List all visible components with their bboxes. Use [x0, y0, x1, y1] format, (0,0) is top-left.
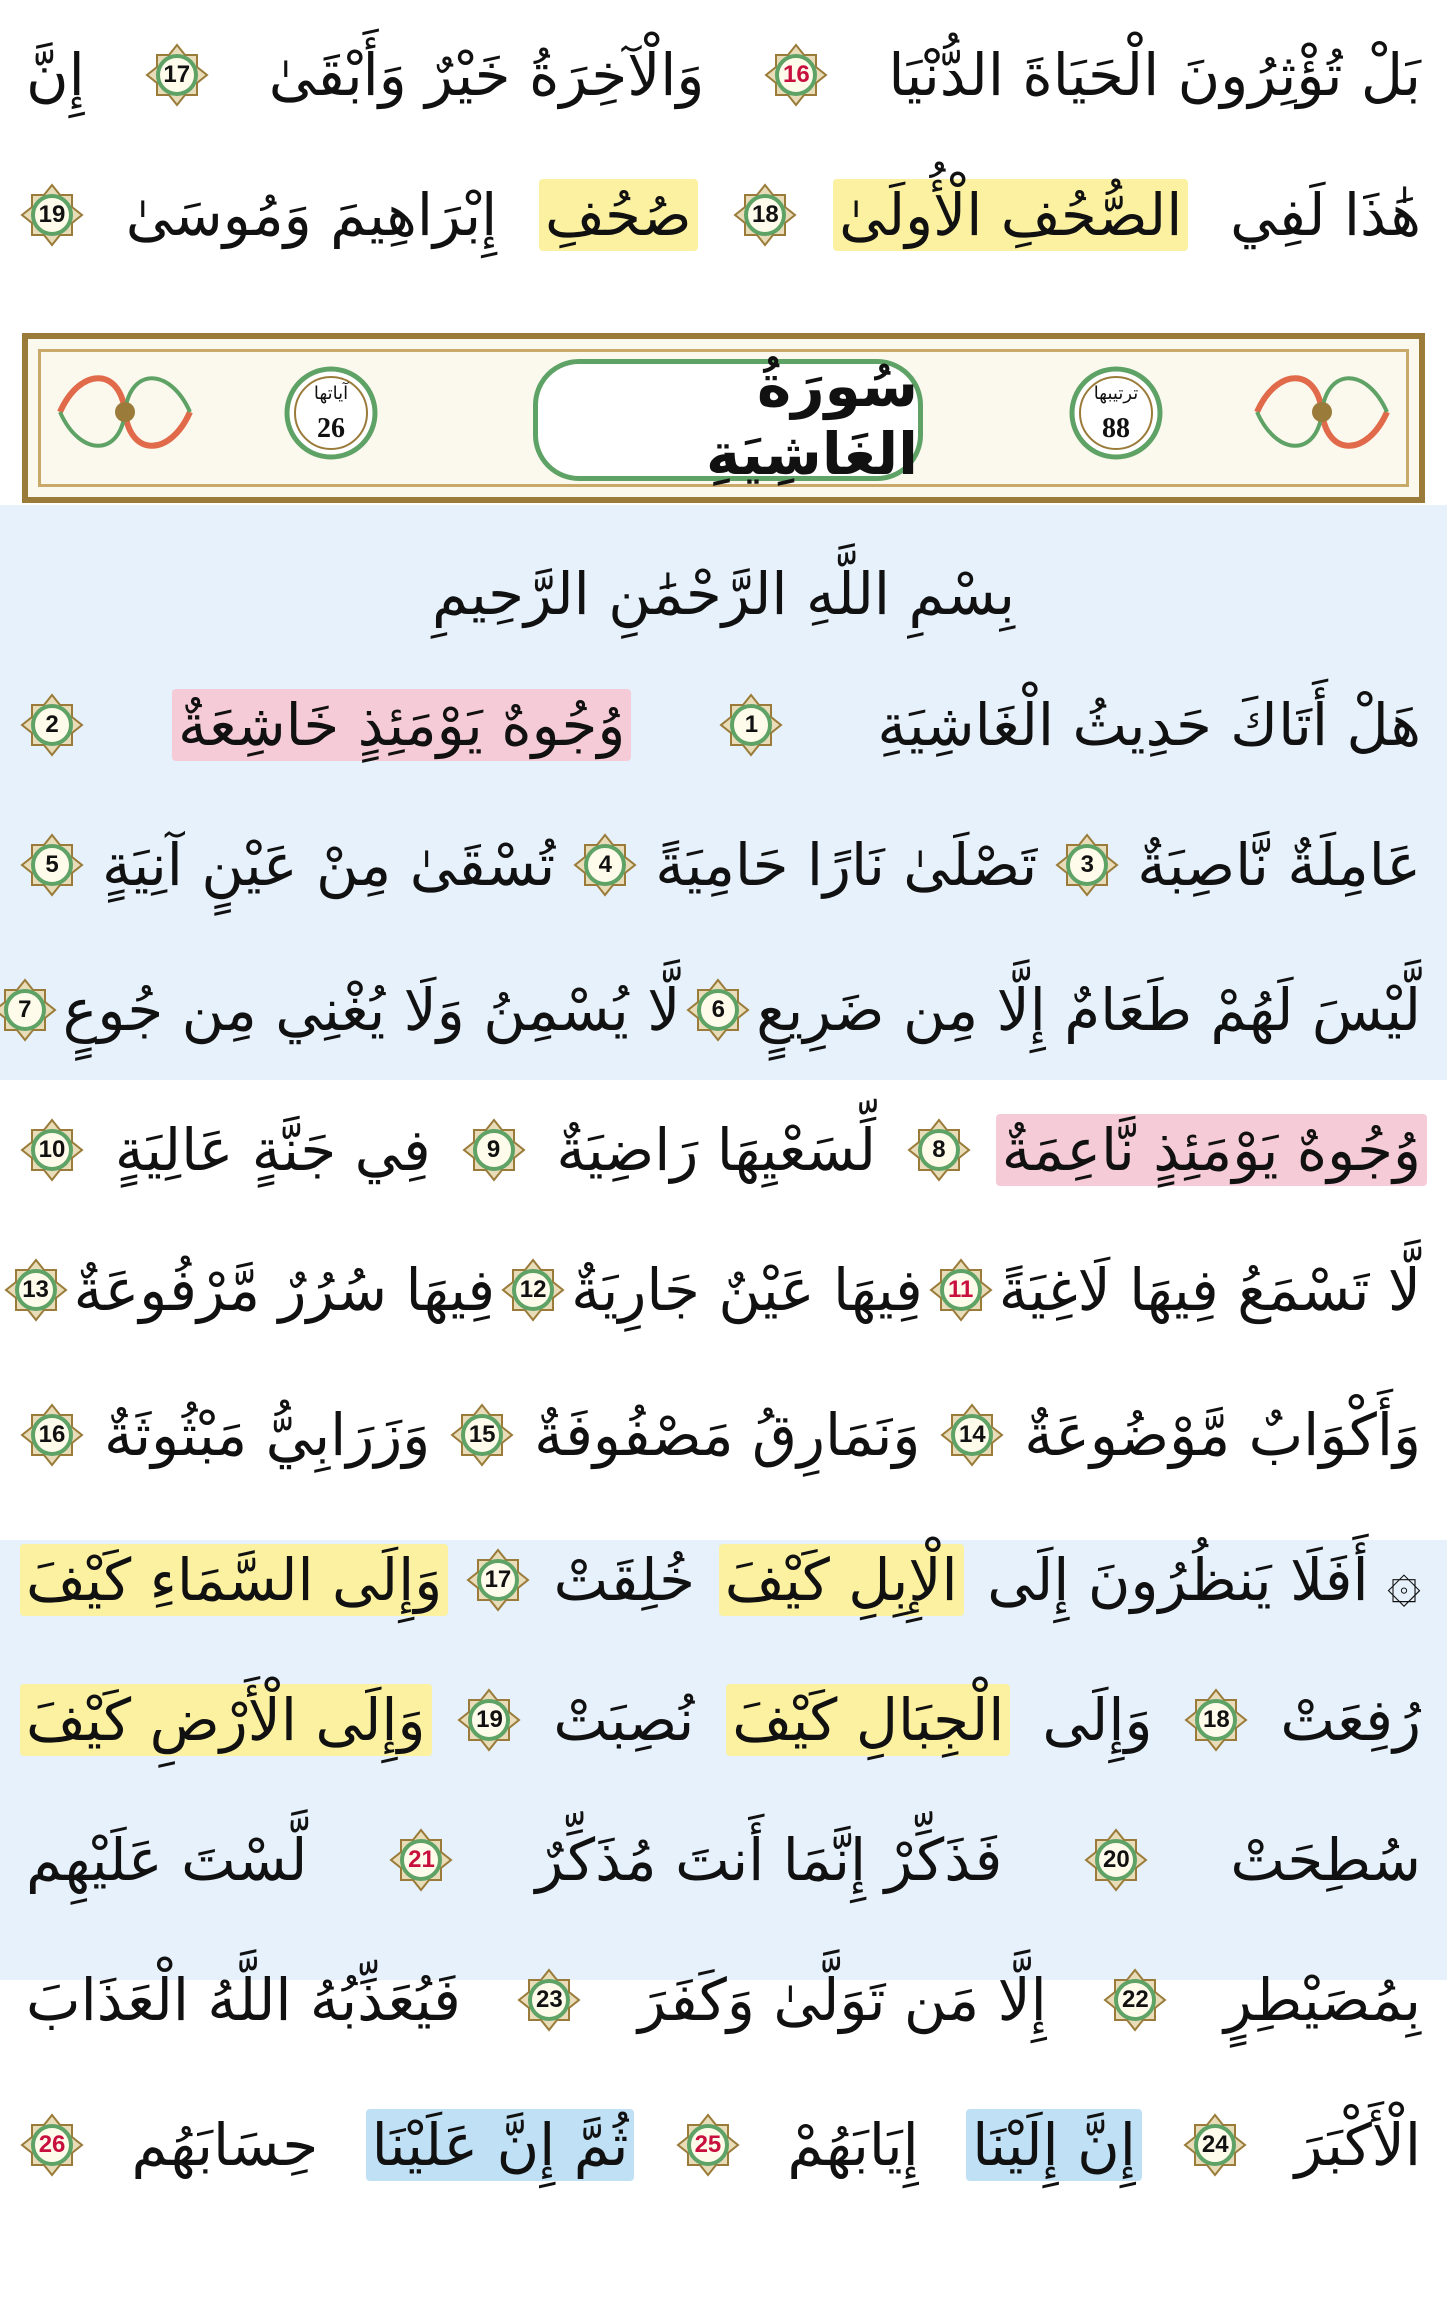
order-value: 88	[1102, 413, 1130, 444]
verse-text: لِّسَعْيِهَا رَاضِيَةٌ	[556, 1115, 877, 1184]
verse-text: وَزَرَابِيُّ مَبْثُوثَةٌ	[103, 1400, 431, 1469]
ayah-marker	[20, 1403, 84, 1467]
ayah-marker	[4, 1258, 68, 1322]
text-line	[20, 1225, 1427, 1355]
ayah-marker	[719, 693, 783, 757]
basmala: بِسْمِ اللَّهِ الرَّحْمَٰنِ الرَّحِيمِ	[432, 560, 1015, 628]
ayah-number: 11	[948, 1276, 974, 1303]
verse-text: سُطِحَتْ	[1230, 1825, 1421, 1894]
ayah-marker	[466, 1548, 530, 1612]
verse-text: فَيُعَذِّبُهُ اللَّهُ الْعَذَابَ	[26, 1965, 461, 2034]
surah-title-box	[533, 352, 923, 488]
ayah-marker	[940, 1403, 1004, 1467]
highlighted-phrase: وُجُوهٌ يَوْمَئِذٍ نَّاعِمَةٌ	[996, 1114, 1427, 1187]
ayah-marker	[733, 183, 797, 247]
highlighted-phrase: ثُمَّ إِنَّ عَلَيْنَا	[366, 2109, 635, 2182]
ayah-number: 26	[38, 2131, 66, 2158]
ayah-marker	[457, 1688, 521, 1752]
ayah-number: 19	[476, 1706, 503, 1733]
highlighted-phrase: صُحُفِ	[539, 179, 698, 252]
ayah-number: 23	[536, 1986, 563, 2013]
text-line	[20, 1655, 1427, 1785]
highlighted-phrase: إِنَّ إِلَيْنَا	[966, 2109, 1142, 2182]
ornament-right-icon	[1247, 357, 1397, 467]
ayat-value: 26	[317, 413, 345, 444]
ayah-number: 25	[694, 2131, 722, 2158]
highlighted-phrase: وَإِلَى السَّمَاءِ كَيْفَ	[20, 1544, 448, 1617]
surah-header	[22, 333, 1425, 503]
verse-text: وَإِلَى	[1042, 1685, 1153, 1754]
ayah-marker	[462, 1118, 526, 1182]
verse-text: حِسَابَهُم	[131, 2110, 319, 2179]
order-label: ترتيبها	[1093, 383, 1139, 404]
verse-text: تُسْقَىٰ مِنْ عَيْنٍ آنِيَةٍ	[102, 830, 556, 899]
ayah-marker	[145, 43, 209, 107]
ayah-marker	[1183, 2113, 1247, 2177]
ayah-marker	[907, 1118, 971, 1182]
ayah-marker	[676, 2113, 740, 2177]
verse-text: بَلْ تُؤْثِرُونَ الْحَيَاةَ الدُّنْيَا	[888, 40, 1421, 109]
ayah-number: 19	[38, 201, 66, 228]
verse-text: لَّا تَسْمَعُ فِيهَا لَاغِيَةً	[998, 1255, 1421, 1324]
highlighted-phrase: الصُّحُفِ الْأُولَىٰ	[833, 179, 1188, 252]
text-line	[20, 1085, 1427, 1215]
ayah-marker	[573, 833, 637, 897]
verse-text: فِيهَا عَيْنٌ جَارِيَةٌ	[571, 1255, 923, 1324]
ayah-marker	[517, 1968, 581, 2032]
ayah-marker	[0, 978, 57, 1042]
text-line	[20, 150, 1427, 280]
text-line	[20, 1935, 1427, 2065]
text-line	[20, 1795, 1427, 1925]
ayah-marker	[20, 693, 84, 757]
ayah-number: 14	[958, 1421, 986, 1448]
ayah-number: 15	[468, 1421, 496, 1448]
ayah-marker	[389, 1828, 453, 1892]
ayah-number: 10	[38, 1136, 66, 1163]
ayah-marker	[450, 1403, 514, 1467]
ayah-marker	[501, 1258, 565, 1322]
ayah-marker	[20, 833, 84, 897]
verse-text: وَأَكْوَابٌ مَّوْضُوعَةٌ	[1024, 1400, 1421, 1469]
verse-text: عَامِلَةٌ نَّاصِبَةٌ	[1137, 830, 1421, 899]
verse-text: رُفِعَتْ	[1280, 1685, 1421, 1754]
ayah-number: 20	[1103, 1846, 1130, 1873]
highlighted-phrase: وَإِلَى الْأَرْضِ كَيْفَ	[20, 1684, 432, 1757]
ayah-number: 21	[408, 1846, 435, 1873]
verse-text: إِيَابَهُمْ	[787, 2110, 919, 2179]
highlighted-phrase: الْجِبَالِ كَيْفَ	[726, 1684, 1010, 1757]
ayah-number: 4	[598, 851, 612, 878]
ayah-number: 8	[932, 1136, 946, 1163]
ayat-count-medal	[283, 365, 379, 461]
verse-text: بِمُصَيْطِرٍ	[1223, 1965, 1421, 2034]
verse-text: فِيهَا سُرُرٌ مَّرْفُوعَةٌ	[73, 1255, 496, 1324]
ayah-number: 12	[519, 1276, 547, 1303]
verse-text: فِي جَنَّةٍ عَالِيَةٍ	[114, 1115, 431, 1184]
ayah-number: 17	[484, 1566, 512, 1593]
text-line	[20, 660, 1427, 790]
text-line	[20, 800, 1427, 930]
ayah-number: 2	[45, 711, 59, 738]
ayah-number: 17	[163, 61, 191, 88]
verse-text: نُصِبَتْ	[553, 1685, 695, 1754]
verse-text: فَذَكِّرْ إِنَّمَا أَنتَ مُذَكِّرٌ	[535, 1825, 1003, 1894]
ayah-marker	[1055, 833, 1119, 897]
ornament-left-icon	[50, 357, 200, 467]
ayah-number: 9	[486, 1136, 501, 1163]
ayah-marker	[20, 2113, 84, 2177]
verse-text: إِلَّا مَن تَوَلَّىٰ وَكَفَرَ	[637, 1965, 1047, 2034]
verse-text: وَنَمَارِقُ مَصْفُوفَةٌ	[534, 1400, 921, 1469]
ayah-number: 1	[744, 711, 759, 738]
verse-text: لَّيْسَ لَهُمْ طَعَامٌ إِلَّا مِن ضَرِيعٍ	[756, 975, 1421, 1044]
verse-text: هَلْ أَتَاكَ حَدِيثُ الْغَاشِيَةِ	[877, 690, 1421, 759]
verse-text: تَصْلَىٰ نَارًا حَامِيَةً	[655, 830, 1038, 899]
ayah-number: 18	[752, 201, 779, 228]
ayah-marker	[1184, 1688, 1248, 1752]
verse-text: هَٰذَا لَفِي	[1230, 180, 1421, 249]
text-line	[20, 1370, 1427, 1500]
ayah-number: 3	[1080, 851, 1094, 878]
text-line	[20, 945, 1427, 1075]
highlighted-phrase: الْإِبِلِ كَيْفَ	[719, 1544, 964, 1617]
text-line	[20, 10, 1427, 140]
verse-text: إِنَّ	[26, 40, 85, 109]
ayah-number: 22	[1122, 1986, 1149, 2013]
ayah-number: 13	[22, 1276, 49, 1303]
ayat-label: آياتها	[313, 383, 349, 404]
ayah-number: 6	[711, 996, 725, 1023]
ayah-marker	[764, 43, 828, 107]
ayah-marker	[1084, 1828, 1148, 1892]
verse-text: لَّا يُسْمِنُ وَلَا يُغْنِي مِن جُوعٍ	[62, 975, 681, 1044]
verse-text: لَّسْتَ عَلَيْهِم	[26, 1825, 308, 1894]
verse-text: وَالْآخِرَةُ خَيْرٌ وَأَبْقَىٰ	[268, 40, 705, 109]
verse-text: خُلِقَتْ	[553, 1545, 695, 1614]
ayah-number: 5	[45, 851, 59, 878]
verse-text: ۞ أَفَلَا يَنظُرُونَ إِلَى	[987, 1545, 1421, 1614]
ayah-marker	[20, 183, 84, 247]
order-medal	[1068, 365, 1164, 461]
ayah-marker	[20, 1118, 84, 1182]
ayah-number: 18	[1203, 1706, 1230, 1733]
surah-title: سُورَةُ الغَاشِيَةِ	[705, 352, 918, 488]
verse-text: الْأَكْبَرَ	[1294, 2110, 1421, 2179]
text-line	[20, 1515, 1427, 1645]
ayah-number: 24	[1201, 2131, 1229, 2158]
ayah-number: 16	[783, 61, 810, 88]
ayah-number: 16	[38, 1421, 66, 1448]
highlighted-phrase: وُجُوهٌ يَوْمَئِذٍ خَاشِعَةٌ	[172, 689, 631, 762]
ayah-marker	[1103, 1968, 1167, 2032]
verse-text: إِبْرَاهِيمَ وَمُوسَىٰ	[125, 180, 498, 249]
text-line	[20, 2080, 1427, 2210]
ayah-number: 7	[18, 996, 32, 1023]
ayah-marker	[929, 1258, 993, 1322]
ayah-marker	[686, 978, 750, 1042]
